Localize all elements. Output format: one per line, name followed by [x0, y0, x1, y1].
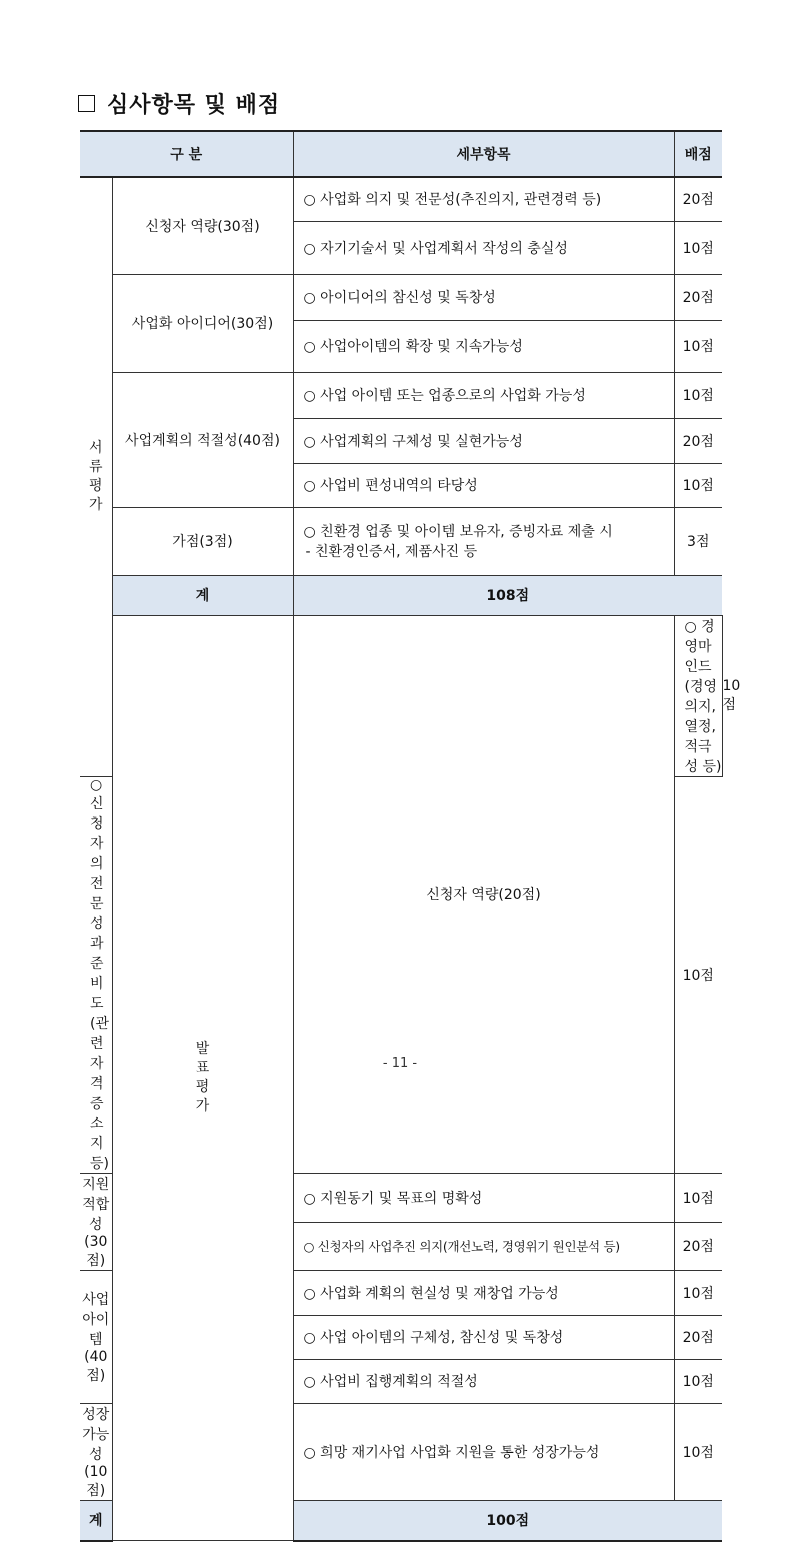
item-subtext: - 친환경인증서, 제품사진 등	[305, 544, 478, 560]
score-cell: 20점	[674, 177, 722, 221]
category-cell: 사업화 아이디어(30점)	[112, 274, 293, 372]
table-row	[80, 274, 722, 320]
item-cell: ○ 사업계획의 구체성 및 실현가능성	[293, 418, 674, 463]
item-cell: ○ 경영마인드(경영의지, 열정, 적극성 등)	[674, 615, 722, 776]
item-cell: ○ 신청자의 전문성과 준비도(관련 자격증 소지 등)	[80, 776, 112, 1173]
section-heading	[78, 88, 280, 119]
total-value: 108점	[293, 575, 722, 615]
page-number: - 11 -	[382, 1056, 418, 1071]
score-cell: 10점	[674, 320, 722, 372]
item-cell: ○ 사업 아이템의 구체성, 참신성 및 독창성	[293, 1315, 674, 1359]
section-label-presentation: 발 표 평 가	[112, 615, 293, 1541]
item-cell: ○ 사업아이템의 확장 및 지속가능성	[293, 320, 674, 372]
item-cell: ○ 사업비 집행계획의 적절성	[293, 1359, 674, 1403]
category-cell: 지원 적합성(30점)	[80, 1173, 112, 1270]
score-cell: 10점	[674, 1173, 722, 1222]
category-cell: 성장가능성(10점)	[80, 1403, 112, 1500]
total-value: 100점	[293, 1500, 722, 1541]
item-cell: ○ 사업비 편성내역의 타당성	[293, 463, 674, 507]
item-cell	[293, 507, 674, 575]
page-title: 심사항목 및 배점	[107, 93, 281, 118]
table-header-row	[80, 131, 722, 177]
total-row	[80, 575, 722, 615]
category-cell: 사업계획의 적절성(40점)	[112, 372, 293, 507]
table-row: 발 표 평 가 신청자 역량(20점) ○ 경영마인드(경영의지, 열정, 적극성 등) 10점	[80, 615, 722, 776]
item-cell: ○ 신청자의 사업추진 의지(개선노력, 경영위기 원인분석 등)	[293, 1222, 674, 1270]
score-cell: 10점	[674, 1270, 722, 1315]
table-row	[80, 507, 722, 575]
score-cell: 10점	[674, 1359, 722, 1403]
category-cell: 신청자 역량(20점)	[293, 615, 674, 1173]
total-label: 계	[80, 1500, 112, 1541]
section-label-document: 서 류 평 가	[80, 177, 112, 776]
item-cell: ○ 자기기술서 및 사업계획서 작성의 충실성	[293, 221, 674, 274]
category-cell: 신청자 역량(30점)	[112, 177, 293, 274]
item-cell: ○ 희망 재기사업 사업화 지원을 통한 성장가능성	[293, 1403, 674, 1500]
score-cell: 10점	[674, 776, 722, 1173]
table-row	[80, 177, 722, 221]
header-detail: 세부항목	[293, 131, 674, 177]
total-label: 계	[112, 575, 293, 615]
score-cell: 20점	[674, 418, 722, 463]
score-cell: 10점	[674, 463, 722, 507]
item-cell: ○ 지원동기 및 목표의 명확성	[293, 1173, 674, 1222]
score-cell: 20점	[674, 274, 722, 320]
item-cell: ○ 사업화 의지 및 전문성(추진의지, 관련경력 등)	[293, 177, 674, 221]
category-cell: 사업 아이템(40점)	[80, 1270, 112, 1403]
score-cell: 10점	[674, 372, 722, 418]
evaluation-table	[80, 130, 741, 1542]
category-cell: 가점(3점)	[112, 507, 293, 575]
item-cell: ○ 사업 아이템 또는 업종으로의 사업화 가능성	[293, 372, 674, 418]
score-cell: 20점	[674, 1222, 722, 1270]
item-text: ○ 친환경 업종 및 아이템 보유자, 증빙자료 제출 시	[303, 524, 613, 540]
score-cell: 10점	[674, 221, 722, 274]
score-cell: 3점	[674, 507, 722, 575]
score-cell: 10점	[674, 1403, 722, 1500]
header-category: 구 분	[80, 131, 293, 177]
header-score: 배점	[674, 131, 722, 177]
checkbox-square-icon	[78, 95, 95, 112]
item-cell: ○ 아이디어의 참신성 및 독창성	[293, 274, 674, 320]
table-row	[80, 372, 722, 418]
item-cell: ○ 사업화 계획의 현실성 및 재창업 가능성	[293, 1270, 674, 1315]
score-cell: 20점	[674, 1315, 722, 1359]
